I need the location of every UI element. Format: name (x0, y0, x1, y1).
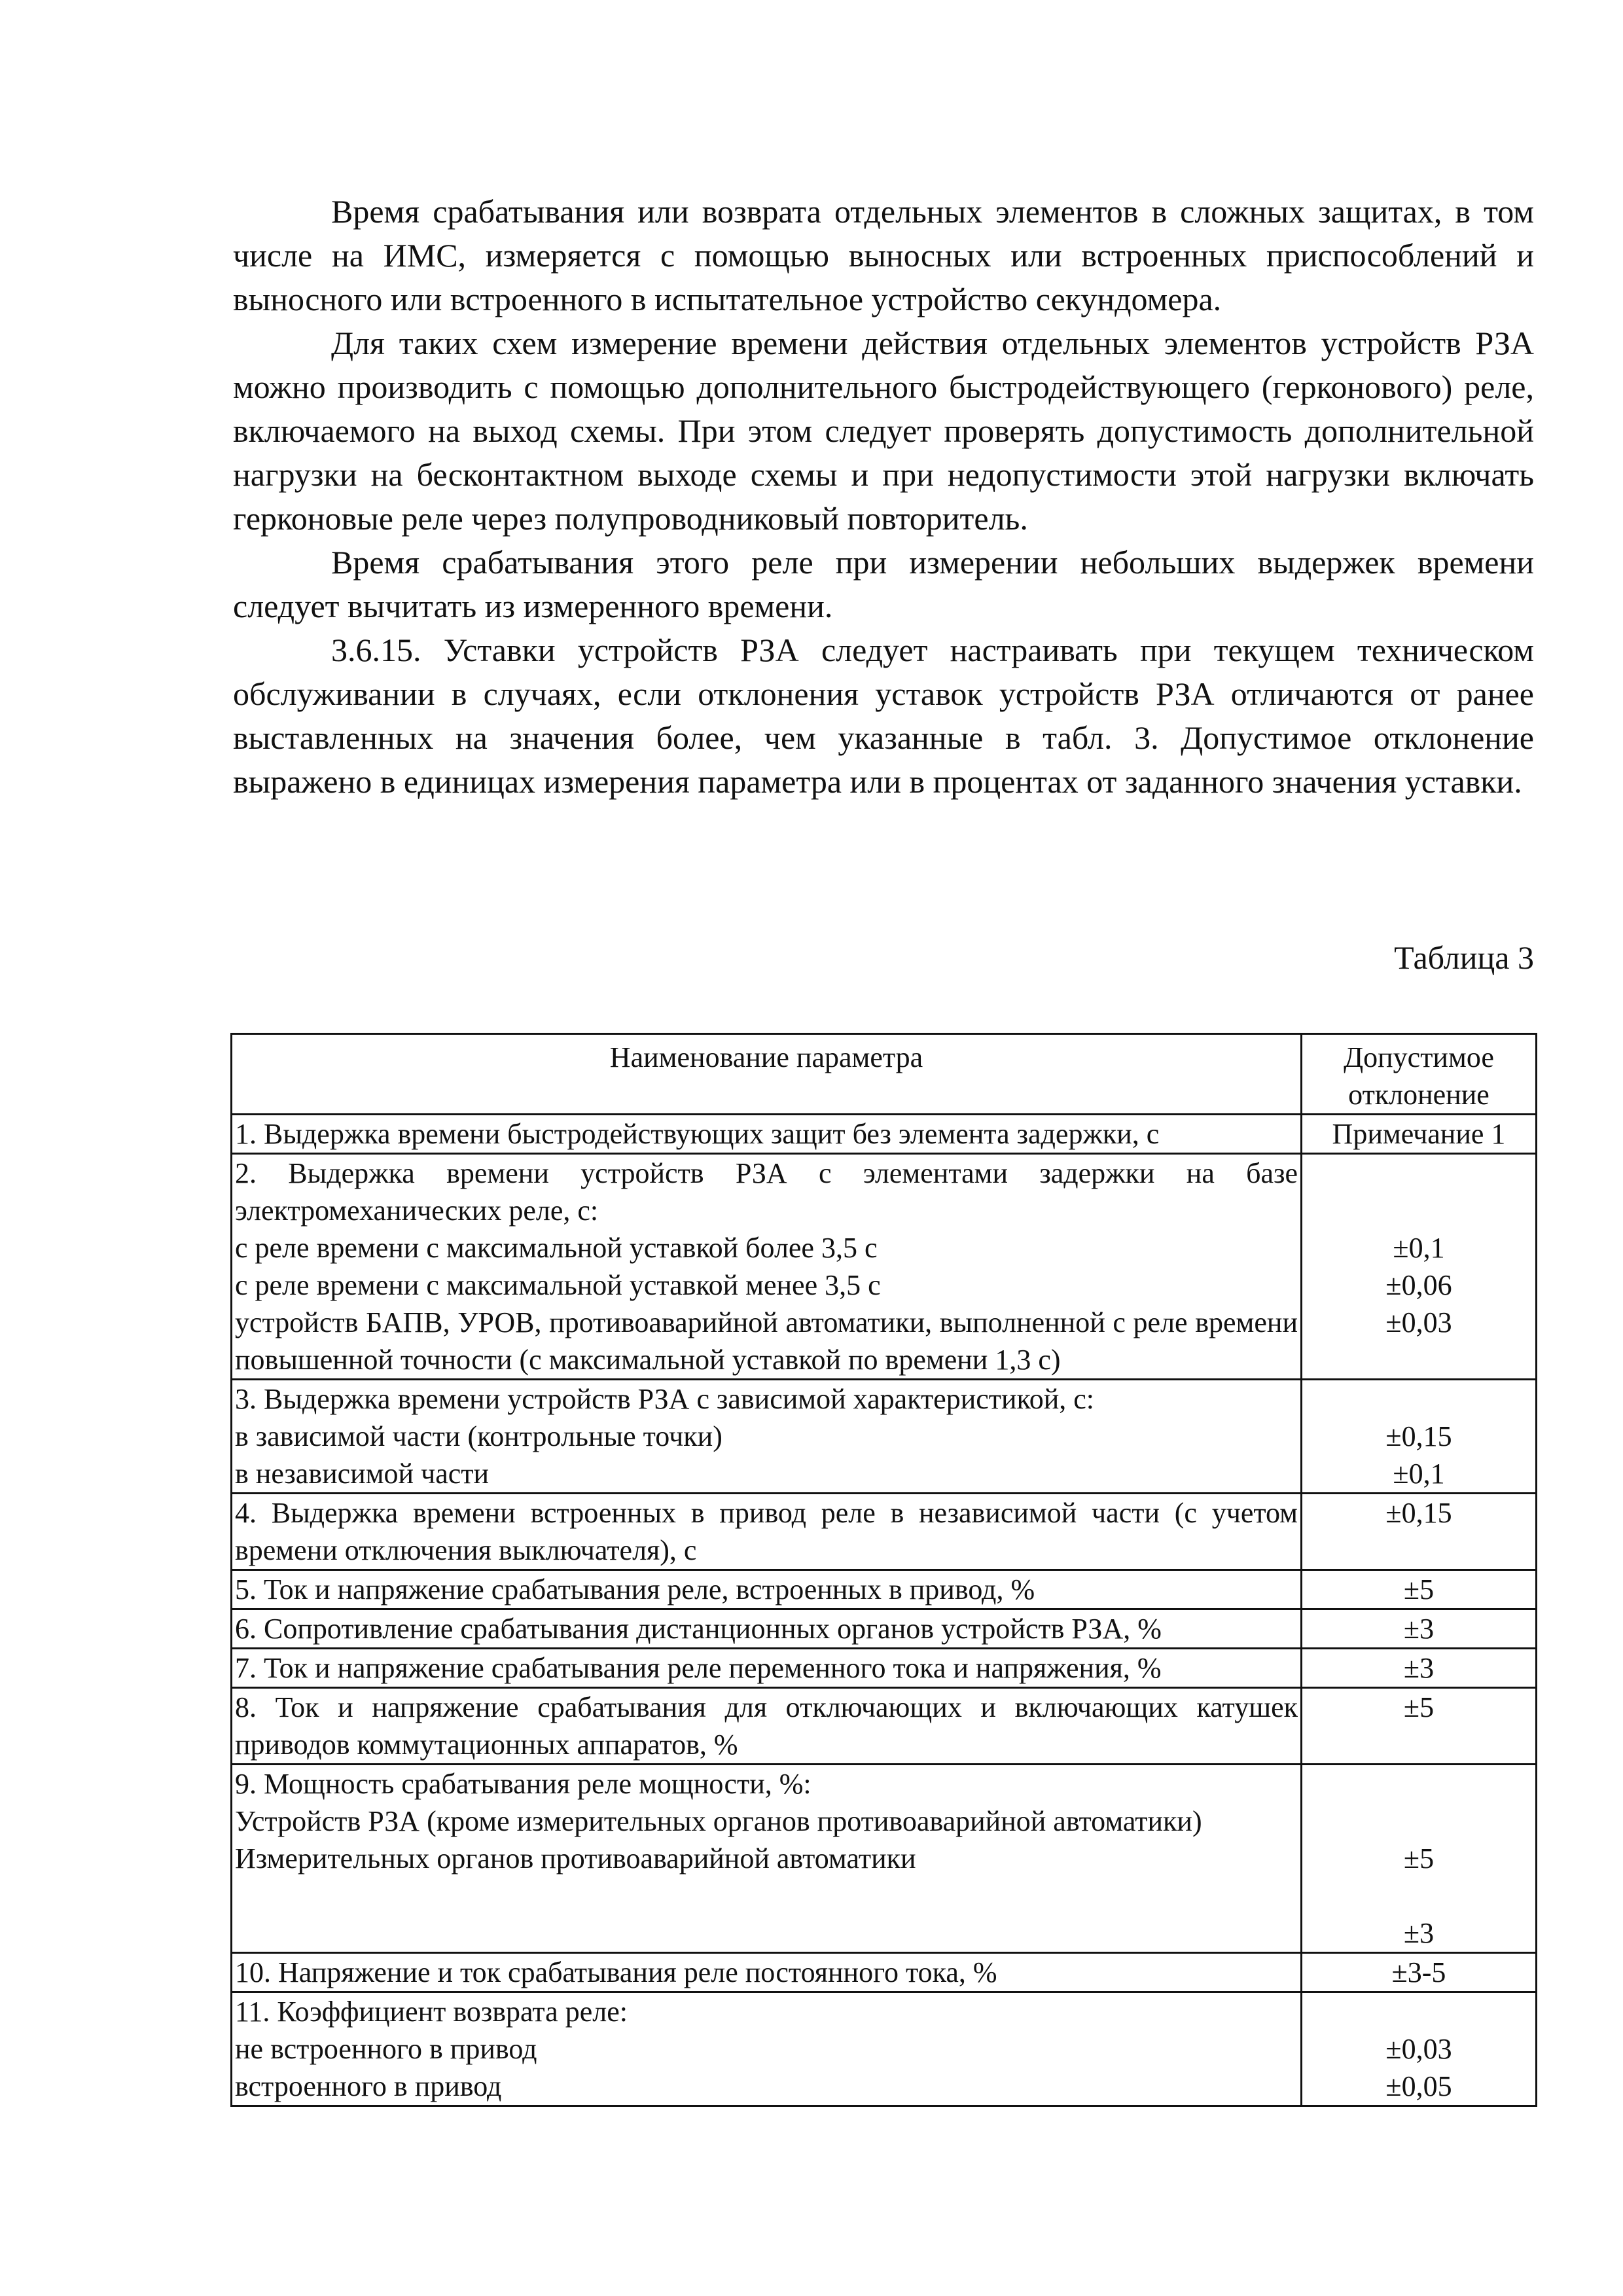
deviation-value (1305, 1993, 1533, 2030)
parameter-name-line: 3. Выдержка времени устройств РЗА с зависимой характеристикой, с: (235, 1383, 1094, 1415)
parameter-name-cell (232, 1992, 1302, 2106)
body-text (233, 190, 1534, 804)
parameters-table (230, 1033, 1537, 2107)
deviation-cell (1302, 1609, 1537, 1649)
deviation-cell (1302, 1570, 1537, 1609)
deviation-value (1305, 1192, 1533, 1229)
deviation-value: ±0,03 (1385, 1306, 1452, 1338)
table-row (232, 1992, 1537, 2106)
parameter-name-line: в независимой части (235, 1458, 490, 1490)
parameter-name-line: 2. Выдержка времени устройств РЗА с элементами задержки на базе электромеханических реле, с: (235, 1157, 1298, 1227)
parameter-name-cell (232, 1494, 1302, 1570)
deviation-value: ±3 (1403, 1652, 1435, 1684)
deviation-value: ±3 (1403, 1917, 1435, 1949)
deviation-cell (1302, 1154, 1537, 1380)
paragraph: Время срабатывания или возврата отдельных элементов в сложных защитах, в том числе на ИМС, измеряется с помощью выносных или встроенных приспособлений и выносного или встроенного в испытательное устройство секундомера. (233, 193, 1534, 317)
deviation-value (1305, 1380, 1533, 1418)
deviation-cell (1302, 1992, 1537, 2106)
parameter-name-cell (232, 1765, 1302, 1953)
deviation-value: ±5 (1403, 1842, 1435, 1874)
deviation-cell (1302, 1765, 1537, 1953)
deviation-value: ±0,1 (1393, 1232, 1445, 1264)
parameter-name-cell (232, 1649, 1302, 1688)
parameter-name-line: 1. Выдержка времени быстродействующих защит без элемента задержки, с (235, 1118, 1160, 1150)
deviation-cell (1302, 1380, 1537, 1494)
table-row (232, 1115, 1537, 1154)
parameter-name-line: устройств БАПВ, УРОВ, противоаварийной автоматики, выполненной с реле времени повышенной точности (с максимальной уставкой по времени 1,3 с) (235, 1306, 1298, 1376)
paragraph: 3.6.15. Уставки устройств РЗА следует настраивать при текущем техническом обслуживании в случаях, если отклонения уставок устройств РЗА отличаются от ранее выставленных на значения более, чем указанные в табл. 3. Допустимое отклонение выражено в единицах измерения параметра или в процентах от заданного значения уставки. (233, 632, 1534, 800)
deviation-value (1305, 1803, 1533, 1840)
deviation-cell (1302, 1688, 1537, 1765)
deviation-value: ±0,03 (1385, 2033, 1452, 2065)
parameter-name-line: в зависимой части (контрольные точки) (235, 1420, 722, 1452)
parameter-name-cell (232, 1115, 1302, 1154)
header-deviation: Допустимое отклонение (1302, 1034, 1537, 1115)
deviation-cell (1302, 1115, 1537, 1154)
deviation-value: ±0,06 (1385, 1269, 1452, 1301)
parameter-name-cell (232, 1953, 1302, 1992)
parameter-name-line: с реле времени с максимальной уставкой более 3,5 с (235, 1232, 878, 1264)
parameter-name-line: с реле времени с максимальной уставкой менее 3,5 с (235, 1269, 881, 1301)
deviation-value (1305, 1765, 1533, 1803)
deviation-cell (1302, 1494, 1537, 1570)
table-caption: Таблица 3 (1394, 939, 1534, 976)
table-row (232, 1953, 1537, 1992)
deviation-value: ±0,15 (1385, 1497, 1452, 1529)
table-row (232, 1154, 1537, 1380)
deviation-cell (1302, 1953, 1537, 1992)
paragraph: Для таких схем измерение времени действия отдельных элементов устройств РЗА можно производить с помощью дополнительного быстродействующего (герконового) реле, включаемого на выход схемы. При этом следует проверять допустимость дополнительной нагрузки на бесконтактном выходе схемы и при недопустимости этой нагрузки включать герконовые реле через полупроводниковый повторитель. (233, 325, 1534, 537)
table-row (232, 1688, 1537, 1765)
table-body (232, 1115, 1537, 2106)
deviation-value: ±5 (1403, 1691, 1435, 1723)
table-row (232, 1609, 1537, 1649)
parameter-name-line: 5. Ток и напряжение срабатывания реле, встроенных в привод, % (235, 1573, 1035, 1605)
parameter-name-line: 4. Выдержка времени встроенных в привод реле в независимой части (с учетом времени отключения выключателя), с (235, 1497, 1298, 1566)
parameter-name-line: не встроенного в привод (235, 2033, 537, 2065)
parameter-name-cell (232, 1380, 1302, 1494)
parameter-name-line: 7. Ток и напряжение срабатывания реле переменного тока и напряжения, % (235, 1652, 1162, 1684)
parameter-name-line: Измерительных органов противоаварийной автоматики (235, 1842, 916, 1874)
parameter-name-line: Устройств РЗА (кроме измерительных органов противоаварийной автоматики) (235, 1805, 1202, 1837)
deviation-value: ±3 (1403, 1613, 1435, 1645)
parameter-name-line: встроенного в привод (235, 2070, 502, 2102)
deviation-value: ±3-5 (1391, 1956, 1446, 1988)
deviation-cell (1302, 1649, 1537, 1688)
deviation-value (1305, 1877, 1533, 1914)
deviation-value (1305, 1155, 1533, 1192)
table-row (232, 1570, 1537, 1609)
table-row (232, 1494, 1537, 1570)
table-header-row (232, 1034, 1537, 1115)
parameter-name-line: 11. Коэффициент возврата реле: (235, 1996, 628, 2028)
parameter-name-cell (232, 1688, 1302, 1765)
table-row (232, 1649, 1537, 1688)
parameter-name-cell (232, 1570, 1302, 1609)
deviation-value: ±0,05 (1385, 2070, 1452, 2102)
table-row (232, 1380, 1537, 1494)
parameter-name-cell (232, 1154, 1302, 1380)
parameter-name-line: 9. Мощность срабатывания реле мощности, %: (235, 1768, 812, 1800)
deviation-value: ±0,1 (1393, 1458, 1445, 1490)
parameter-name-line: 10. Напряжение и ток срабатывания реле постоянного тока, % (235, 1956, 997, 1988)
header-parameter-name: Наименование параметра (232, 1034, 1302, 1115)
deviation-value: ±0,15 (1385, 1420, 1452, 1452)
parameter-name-cell (232, 1609, 1302, 1649)
table-row (232, 1765, 1537, 1953)
paragraph: Время срабатывания этого реле при измерении небольших выдержек времени следует вычитать из измеренного времени. (233, 544, 1534, 624)
deviation-value: ±5 (1403, 1573, 1435, 1605)
deviation-value: Примечание 1 (1332, 1118, 1506, 1150)
parameter-name-line: 8. Ток и напряжение срабатывания для отключающих и включающих катушек приводов коммутационных аппаратов, % (235, 1691, 1298, 1761)
parameter-name-line: 6. Сопротивление срабатывания дистанционных органов устройств РЗА, % (235, 1613, 1162, 1645)
